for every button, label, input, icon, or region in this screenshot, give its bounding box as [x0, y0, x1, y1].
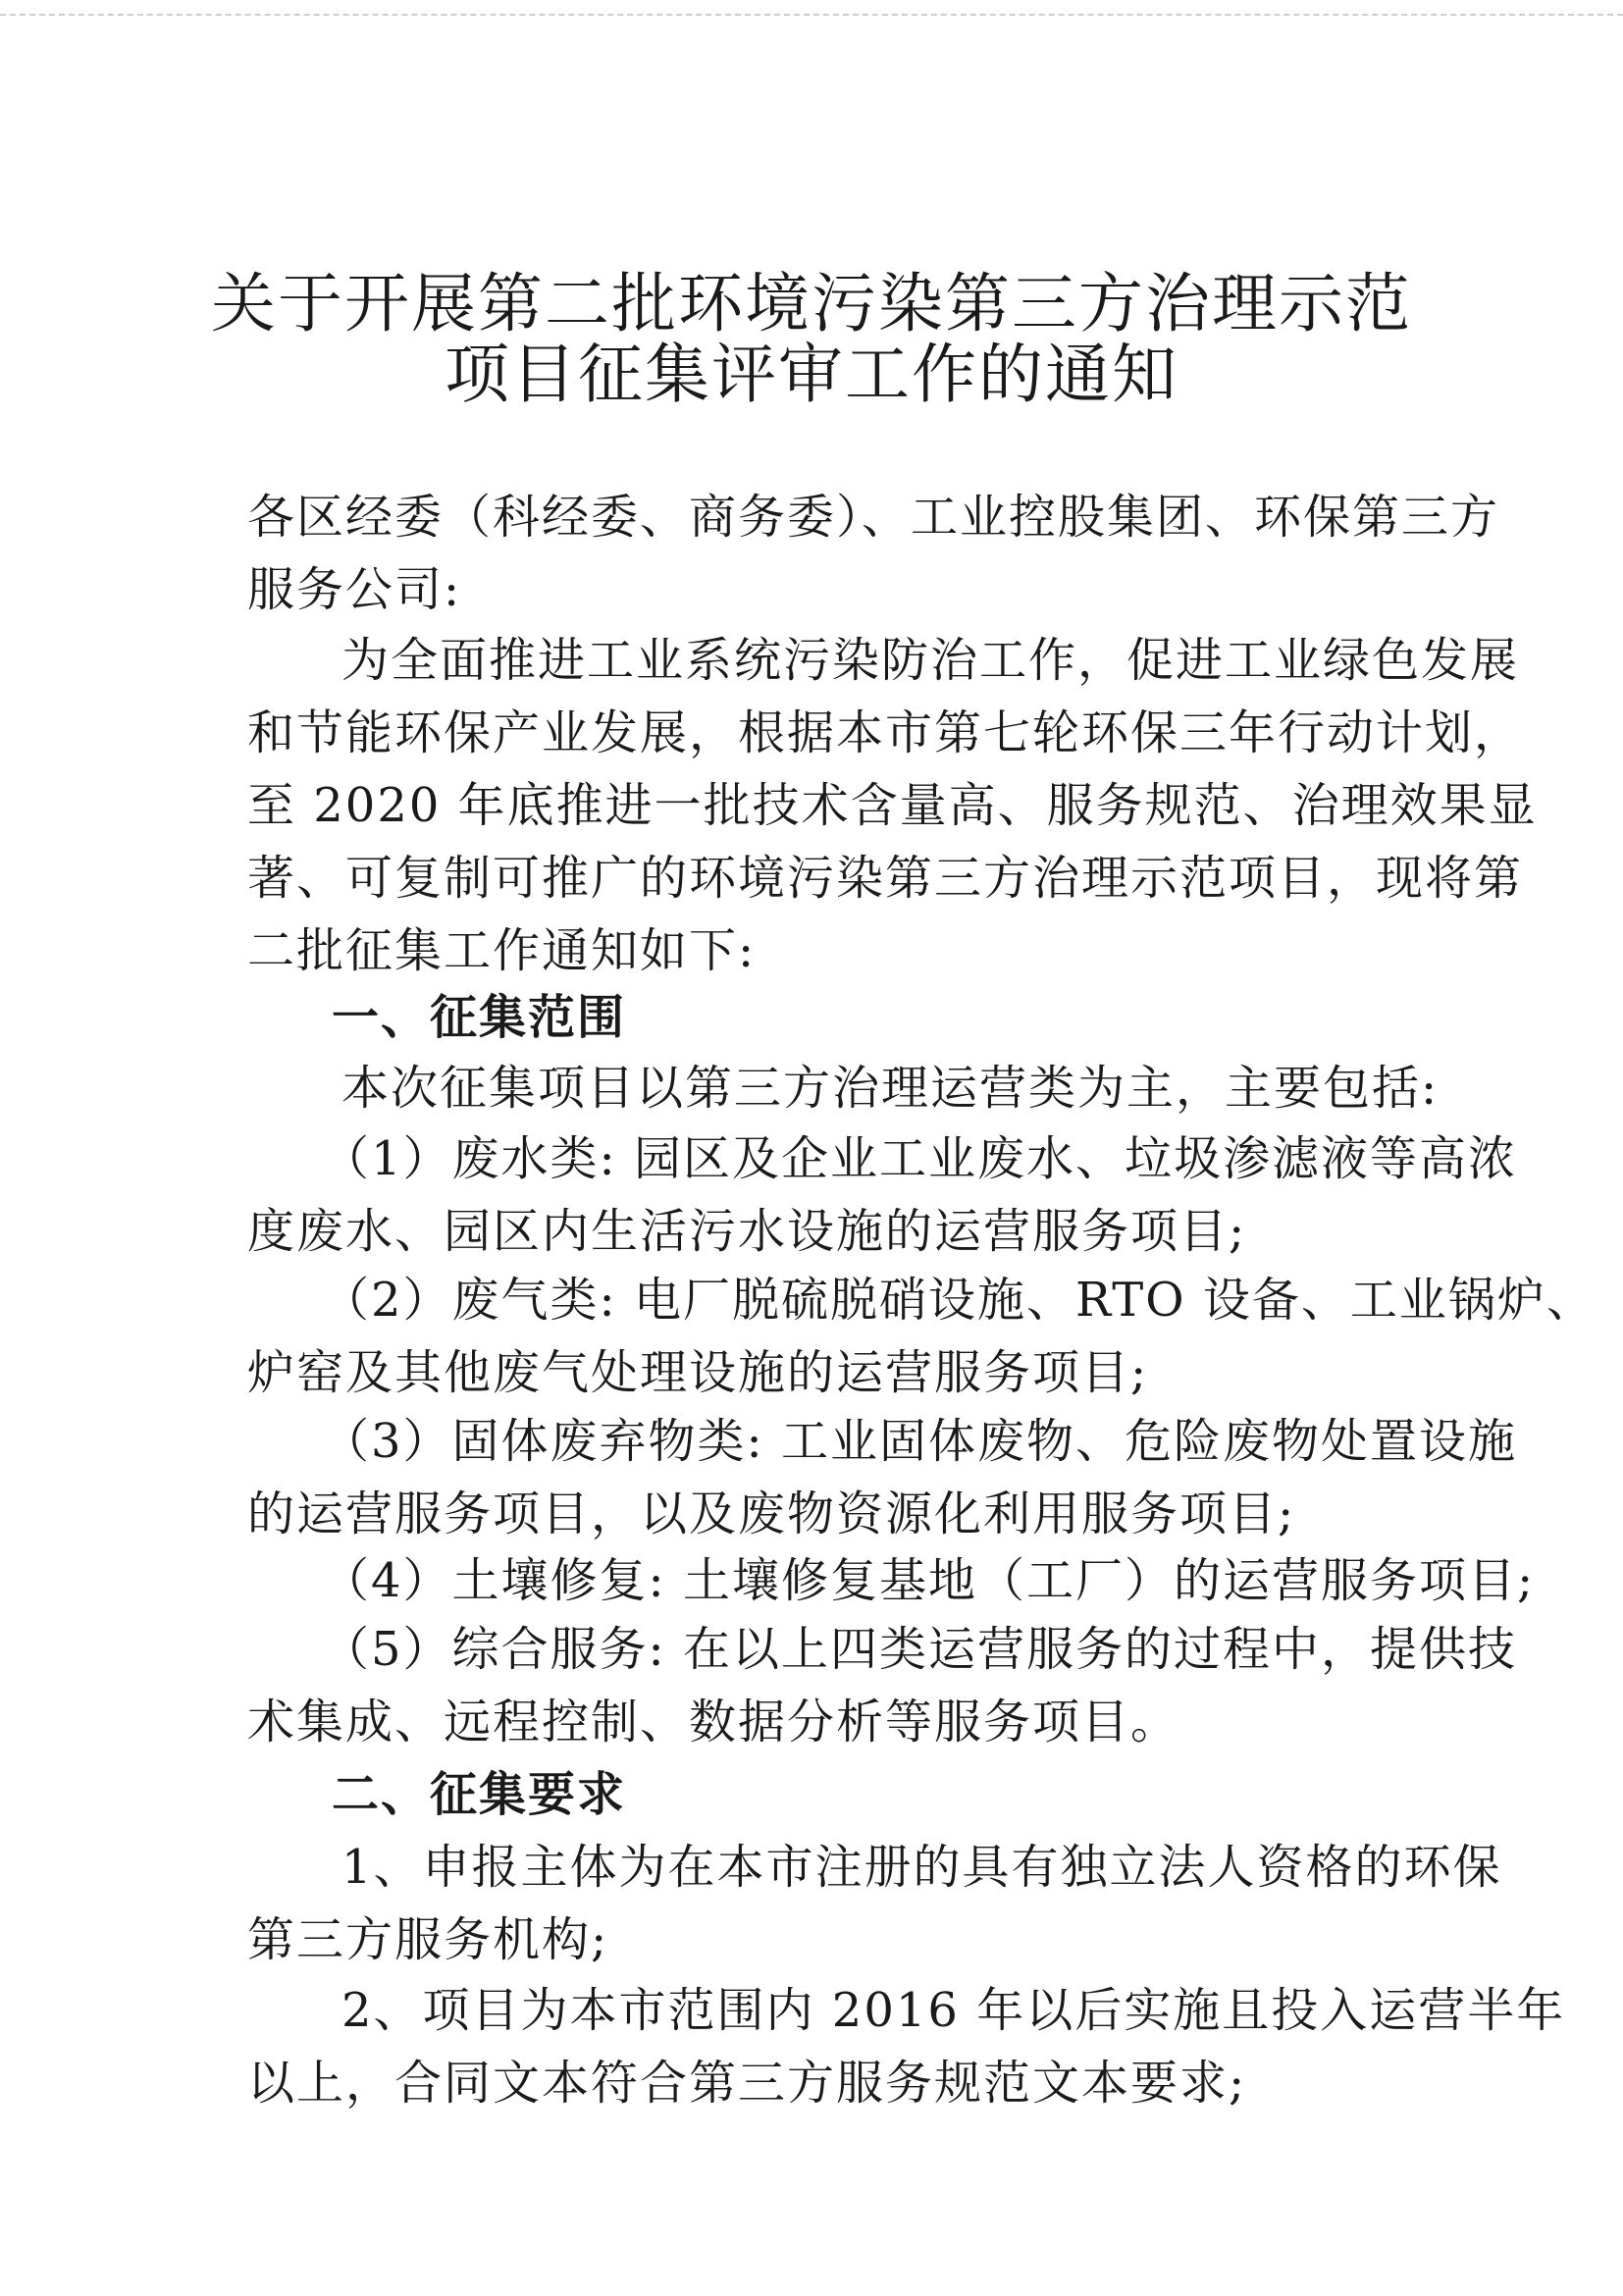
- item-line-1: 2、项目为本市范围内 2016 年以后实施且投入运营半年: [341, 1983, 1566, 2038]
- section-heading-2: 二、征集要求: [332, 1767, 627, 1822]
- addressee: [247, 481, 1500, 626]
- item-line-1: 1、申报主体为在本市注册的具有独立法人资格的环保: [341, 1840, 1502, 1895]
- addressee-line-1: 各区经委（科经委、商务委）、工业控股集团、环保第三方: [247, 490, 1500, 545]
- item-line-2: 炉窑及其他废气处理设施的运营服务项目;: [247, 1345, 1149, 1400]
- intro-line-1: 为全面推进工业系统污染防治工作，促进工业绿色发展: [341, 633, 1520, 688]
- item-line-2: 度废水、园区内生活污水设施的运营服务项目;: [247, 1204, 1247, 1259]
- addressee-line-2: 服务公司:: [247, 562, 462, 617]
- intro-line-3: 至 2020 年底推进一批技术含量高、服务规范、治理效果显: [247, 778, 1538, 833]
- scan-edge-artifact: [0, 14, 1623, 16]
- section1-item-4: [247, 1544, 1536, 1617]
- item-line-2: 术集成、远程控制、数据分析等服务项目。: [247, 1695, 1180, 1749]
- item-line-2: 第三方服务机构;: [247, 1912, 609, 1967]
- section1-lead-line: 本次征集项目以第三方治理运营类为主，主要包括:: [341, 1061, 1440, 1116]
- item-line-1: （3）固体废弃物类: 工业固体废物、危险废物处置设施: [322, 1414, 1517, 1469]
- item-line-2: 的运营服务项目，以及废物资源化利用服务项目;: [247, 1487, 1296, 1541]
- section2-item-1: [247, 1831, 1502, 1976]
- item-line-1: （2）废气类: 电厂脱硫脱硝设施、RTO 设备、工业锅炉、: [322, 1273, 1596, 1328]
- section1-lead: [247, 1052, 1440, 1124]
- intro-line-5: 二批征集工作通知如下:: [247, 923, 757, 978]
- section2-item-2: [247, 1974, 1566, 2119]
- item-line-2: 以上，合同文本符合第三方服务规范文本要求;: [247, 2056, 1247, 2111]
- section1-item-3: [247, 1405, 1517, 1550]
- item-line-1: （4）土壤修复: 土壤修复基地（工厂）的运营服务项目;: [322, 1553, 1536, 1608]
- section1-item-5: [247, 1613, 1517, 1758]
- document-title-line-1: 关于开展第二批环境污染第三方治理示范: [211, 266, 1412, 341]
- intro-line-2: 和节能环保产业发展，根据本市第七轮环保三年行动计划，: [247, 705, 1524, 760]
- item-line-1: （5）综合服务: 在以上四类运营服务的过程中，提供技: [322, 1622, 1517, 1677]
- intro-paragraph: [247, 624, 1538, 987]
- document-title-line-2: 项目征集评审工作的通知: [445, 337, 1178, 412]
- intro-line-4: 著、可复制可推广的环境污染第三方治理示范项目，现将第: [247, 851, 1524, 906]
- section1-item-1: [247, 1122, 1517, 1268]
- section-heading-1: 一、征集范围: [332, 990, 627, 1045]
- section1-item-2: [247, 1264, 1596, 1409]
- item-line-1: （1）废水类: 园区及企业工业废水、垃圾渗滤液等高浓: [322, 1131, 1517, 1186]
